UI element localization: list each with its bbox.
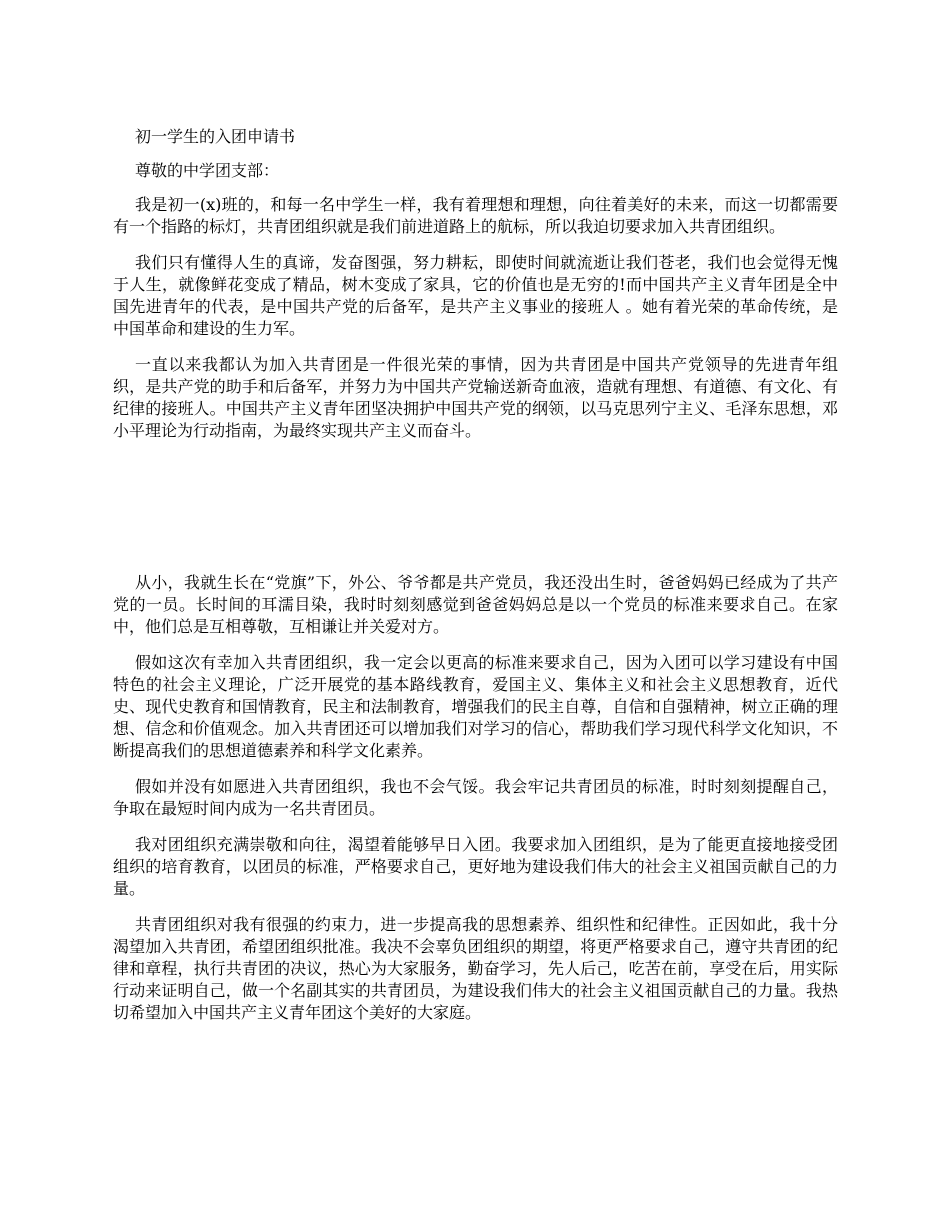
document-title: 初一学生的入团申请书 xyxy=(135,127,296,146)
body-paragraph: 我对团组织充满崇敬和向往，渴望着能够早日入团。我要求加入团组织，是为了能更直接地接受团组织的培育教育，以团员的标准，严格要求自己，更好地为建设我们伟大的社会主义祖国贡献自己的力量。 xyxy=(113,835,838,898)
body-paragraph: 从小，我就生长在“党旗”下，外公、爷爷都是共产党员，我还没出生时，爸爸妈妈已经成为了共产党的一员。长时间的耳濡目染，我时时刻刻感觉到爸爸妈妈总是以一个党员的标准来要求自己。在家中，他们总是互相尊敬，互相谦让并关爱对方。 xyxy=(113,573,838,636)
document-section-top xyxy=(113,126,838,442)
body-paragraph: 一直以来我都认为加入共青团是一件很光荣的事情，因为共青团是中国共产党领导的先进青年组织，是共产党的助手和后备军，并努力为中国共产党输送新奇血液，造就有理想、有道德、有文化、有纪律的接班人。中国共产主义青年团坚决拥护中国共产党的纲领，以马克思列宁主义、毛泽东思想，邓小平理论为行动指南，为最终实现共产主义而奋斗。 xyxy=(113,355,838,440)
body-paragraph: 假如并没有如愿进入共青团组织，我也不会气馁。我会牢记共青团员的标准，时时刻刻提醒自己，争取在最短时间内成为一名共青团员。 xyxy=(113,777,838,818)
body-paragraph: 假如这次有幸加入共青团组织，我一定会以更高的标准来要求自己，因为入团可以学习建设有中国特色的社会主义理论，广泛开展党的基本路线教育，爱国主义、集体主义和社会主义思想教育，近代史、现代史教育和国情教育，民主和法制教育，增强我们的民主自尊，自信和自强精神，树立正确的理想、信念和价值观念。加入共青团还可以增加我们对学习的信心，帮助我们学习现代科学文化知识，不断提高我们的思想道德素养和科学文化素养。 xyxy=(113,653,838,760)
body-paragraph: 我们只有懂得人生的真谛，发奋图强，努力耕耘，即使时间就流逝让我们苍老，我们也会觉得无愧于人生，就像鲜花变成了精品，树木变成了家具，它的价值也是无穷的!而中国共产主义青年团是全中国先进青年的代表，是中国共产党的后备军，是共产主义事业的接班人 。她有着光荣的革命传统，是中国革命和建设的生力军。 xyxy=(113,253,838,338)
body-paragraph: 共青团组织对我有很强的约束力，进一步提高我的思想素养、组织性和纪律性。正因如此，我十分渴望加入共青团，希望团组织批准。我决不会辜负团组织的期望，将更严格要求自己，遵守共青团的纪律和章程，执行共青团的决议，热心为大家服务，勤奋学习，先人后己，吃苦在前，享受在后，用实际行动来证明自己，做一个名副其实的共青团员，为建设我们伟大的社会主义祖国贡献自己的力量。我热切希望加入中国共产主义青年团这个美好的大家庭。 xyxy=(113,915,838,1022)
document-section-bottom xyxy=(113,572,838,1024)
body-paragraph: 我是初一(x)班的，和每一名中学生一样，我有着理想和理想，向往着美好的未来，而这一切都需要有一个指路的标灯，共青团组织就是我们前进道路上的航标，所以我迫切要求加入共青团组织。 xyxy=(113,195,838,236)
salutation: 尊敬的中学团支部： xyxy=(135,161,280,180)
